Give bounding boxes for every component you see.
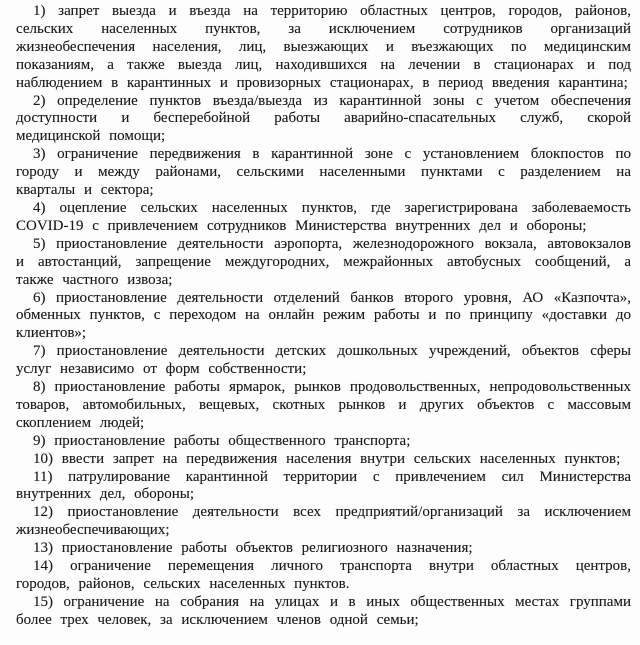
- list-item-2: 2) определение пунктов въезда/выезда из карантинной зоны с учетом обеспечения доступности и бесперебойной работы аварийно-спасательных служб, скорой медицинской помощи;: [16, 92, 631, 145]
- list-item-4: 4) оцепление сельских населенных пунктов, где зарегистрирована заболеваемость COVID-19 с привлечением сотрудников Министерства внутренних дел и обороны;: [16, 199, 631, 234]
- list-item-3: 3) ограничение передвижения в карантинной зоне с установлением блокпостов по городу и между районами, сельскими населенными пунктами с разделением на кварталы и сектора;: [16, 146, 631, 199]
- list-item-7: 7) приостановление деятельности детских дошкольных учреждений, объектов сферы услуг независимо от форм собственности;: [16, 343, 631, 378]
- list-item-8: 8) приостановление работы ярмарок, рынков продовольственных, непродовольственных товаров, автомобильных, вещевых, скотных рынков и других объектов с массовым скоплением людей;: [16, 379, 631, 431]
- list-item-5: 5) приостановление деятельности аэропорта, железнодорожного вокзала, автовокзалов и автостанций, запрещение междугородних, межрайонных автобусных сообщений, а также частного извоза;: [16, 235, 631, 288]
- list-item-1: 1) запрет выезда и въезда на территорию областных центров, городов, районов, сельских населенных пунктов, за исключением сотрудников организаций жизнеобеспечения населения, лиц, выезжающих и въезжающих по медицинским показаниям, а также выезда лиц, находившихся на лечении в стационарах и под наблюдением в карантинных и провизорных стационарах, в период введения карантина;: [16, 3, 631, 91]
- list-item-14: 14) ограничение перемещения личного транспорта внутри областных центров, городов, районов, сельских населенных пунктов.: [16, 558, 631, 592]
- list-item-15: 15) ограничение на собрания на улицах и в иных общественных местах группами более трех человек, за исключением членов одной семьи;: [16, 593, 631, 628]
- list-item-10: 10) ввести запрет на передвижения населения внутри сельских населенных пунктов;: [33, 450, 621, 467]
- list-item-6: 6) приостановление деятельности отделений банков второго уровня, АО «Казпочта», обменных пунктов, с переходом на онлайн режим работы и по принципу «доставки до клиентов»;: [16, 289, 631, 342]
- list-item-13: 13) приостановление работы объектов религиозного назначения;: [33, 540, 473, 557]
- list-item-9: 9) приостановление работы общественного транспорта;: [33, 432, 411, 449]
- list-item-11: 11) патрулирование карантинной территории с привлечением сил Министерства внутренних дел, обороны;: [16, 468, 631, 503]
- list-item-12: 12) приостановление деятельности всех предприятий/организаций за исключением жизнеобеспечивающих;: [16, 504, 631, 539]
